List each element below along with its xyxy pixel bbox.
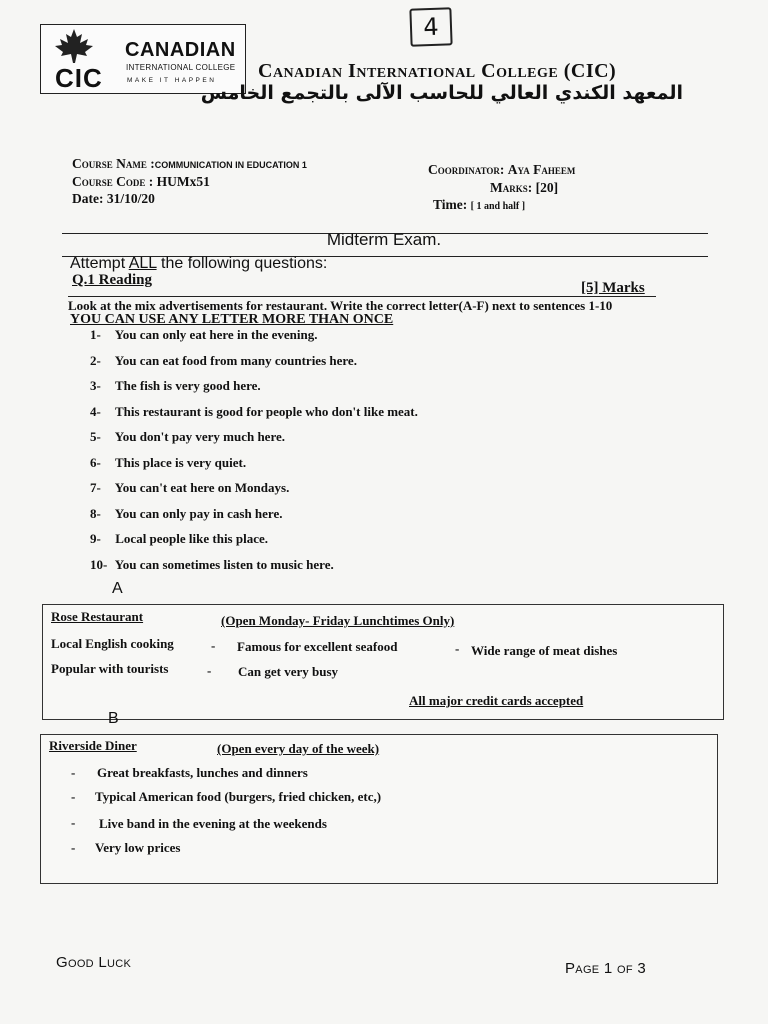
bullet-dash: -	[71, 789, 76, 804]
list-item	[90, 454, 418, 480]
ad-a-name: Rose Restaurant	[51, 609, 144, 624]
date-value: 31/10/20	[106, 191, 155, 206]
q1-rule	[68, 296, 656, 297]
coordinator-value: Aya Faheem	[507, 162, 576, 177]
ad-a-payment: All major credit cards accepted	[409, 693, 584, 708]
college-title: Canadian International College (CIC)	[258, 60, 617, 82]
question-number: 3-	[90, 378, 101, 393]
question-text: You can eat food from many countries here.	[114, 352, 357, 368]
date-row	[72, 191, 155, 207]
course-name-row	[72, 156, 307, 172]
question-text: Local people like this place.	[115, 531, 268, 546]
course-name-label: Course Name :	[72, 156, 155, 171]
question-text: You can only pay in cash here.	[114, 505, 283, 521]
ad-a-dash: -	[211, 638, 216, 653]
list-item	[90, 530, 418, 556]
date-label: Date:	[72, 191, 104, 206]
question-text: You can sometimes listen to music here.	[114, 556, 334, 572]
attempt-prefix: Attempt	[70, 255, 129, 272]
ad-b-hours: (Open every day of the week)	[217, 741, 380, 756]
reading-instruction: Look at the mix advertisements for restaurant. Write the correct letter(A-F) next to sentences 1-10	[68, 298, 613, 313]
ad-b-item: Great breakfasts, lunches and dinners	[97, 765, 308, 780]
question-number: 1-	[90, 327, 101, 342]
list-item	[90, 377, 418, 403]
question-number: 5-	[90, 429, 101, 444]
bullet-dash: -	[71, 815, 76, 830]
list-item	[90, 505, 418, 531]
logo-subname: INTERNATIONAL COLLEGE	[126, 63, 236, 72]
question-text: This restaurant is good for people who don't like meat.	[115, 403, 418, 419]
list-item	[90, 479, 418, 505]
attempt-instruction	[70, 255, 327, 273]
course-name-value: COMMUNICATION IN EDUCATION 1	[154, 160, 307, 170]
college-title-arabic: المعهد الكندي العالي للحاسب الآلى بالتجمع الخامس	[200, 82, 683, 104]
footer-page-number: Page 1 of 3	[565, 960, 646, 977]
question-number: 6-	[90, 454, 101, 470]
ad-a-feature-meat: Wide range of meat dishes	[471, 643, 618, 658]
ad-a-hours: (Open Monday- Friday Lunchtimes Only)	[221, 613, 455, 628]
bullet-dash: -	[71, 765, 76, 780]
ad-b-box	[40, 734, 718, 884]
ad-a-box	[42, 604, 724, 720]
marks-label: Marks:	[490, 180, 533, 195]
ad-a-feature-tourists: Popular with tourists	[51, 661, 169, 676]
question-text: The fish is very good here.	[115, 378, 261, 393]
course-code-value: HUMx51	[156, 174, 210, 189]
question-number: 2-	[90, 352, 101, 368]
list-item	[90, 326, 418, 352]
ad-a-feature-cooking: Local English cooking	[51, 636, 174, 651]
marks-row	[490, 180, 558, 196]
course-code-row	[72, 174, 210, 190]
ad-b-item: Very low prices	[95, 840, 181, 855]
ad-b-item: Typical American food (burgers, fried chicken, etc,)	[95, 789, 382, 804]
coordinator-row	[428, 162, 575, 178]
page-number-mark: 4	[409, 7, 452, 46]
question-number: 9-	[90, 531, 101, 546]
maple-leaf-icon	[47, 27, 101, 67]
time-value: [ 1 and half ]	[470, 201, 526, 212]
ad-b-item: Live band in the evening at the weekends	[99, 816, 327, 831]
ad-b-letter: B	[108, 710, 119, 727]
ad-a-letter: A	[112, 580, 123, 597]
list-item	[90, 428, 418, 454]
ad-b-name: Riverside Diner	[49, 738, 137, 753]
ad-a-dash: -	[455, 641, 460, 656]
question-number: 10-	[90, 556, 108, 572]
q1-title: Q.1 Reading	[72, 272, 153, 288]
question-list	[90, 326, 418, 581]
attempt-suffix: the following questions:	[156, 255, 328, 272]
attempt-all: ALL	[128, 255, 157, 272]
question-text: This place is very quiet.	[115, 454, 247, 470]
exam-title: Midterm Exam.	[326, 230, 442, 249]
list-item	[90, 556, 418, 582]
logo-tagline: MAKE IT HAPPEN	[127, 77, 217, 84]
q1-marks: [5] Marks	[581, 280, 645, 296]
logo-name: CANADIAN	[125, 39, 236, 61]
question-number: 8-	[90, 505, 101, 521]
footer-good-luck: Good Luck	[56, 954, 132, 971]
time-row	[433, 197, 525, 213]
question-text: You can only eat here in the evening.	[114, 327, 318, 342]
time-label: Time:	[433, 197, 468, 212]
logo-abbr: CIC	[55, 63, 103, 93]
ad-a-dash: -	[207, 663, 212, 678]
question-text: You don't pay very much here.	[114, 429, 285, 444]
question-number: 7-	[90, 480, 101, 495]
bullet-dash: -	[71, 840, 76, 855]
question-text: You can't eat here on Mondays.	[114, 480, 290, 495]
marks-value: [20]	[535, 180, 559, 195]
coordinator-label: Coordinator:	[428, 162, 505, 177]
ad-a-feature-busy: Can get very busy	[238, 664, 339, 679]
ad-a-feature-seafood: Famous for excellent seafood	[237, 639, 398, 654]
list-item	[90, 403, 418, 429]
course-code-label: Course Code :	[72, 174, 154, 189]
reading-instruction-note: YOU CAN USE ANY LETTER MORE THAN ONCE	[70, 312, 394, 327]
question-number: 4-	[90, 403, 101, 419]
list-item	[90, 352, 418, 378]
